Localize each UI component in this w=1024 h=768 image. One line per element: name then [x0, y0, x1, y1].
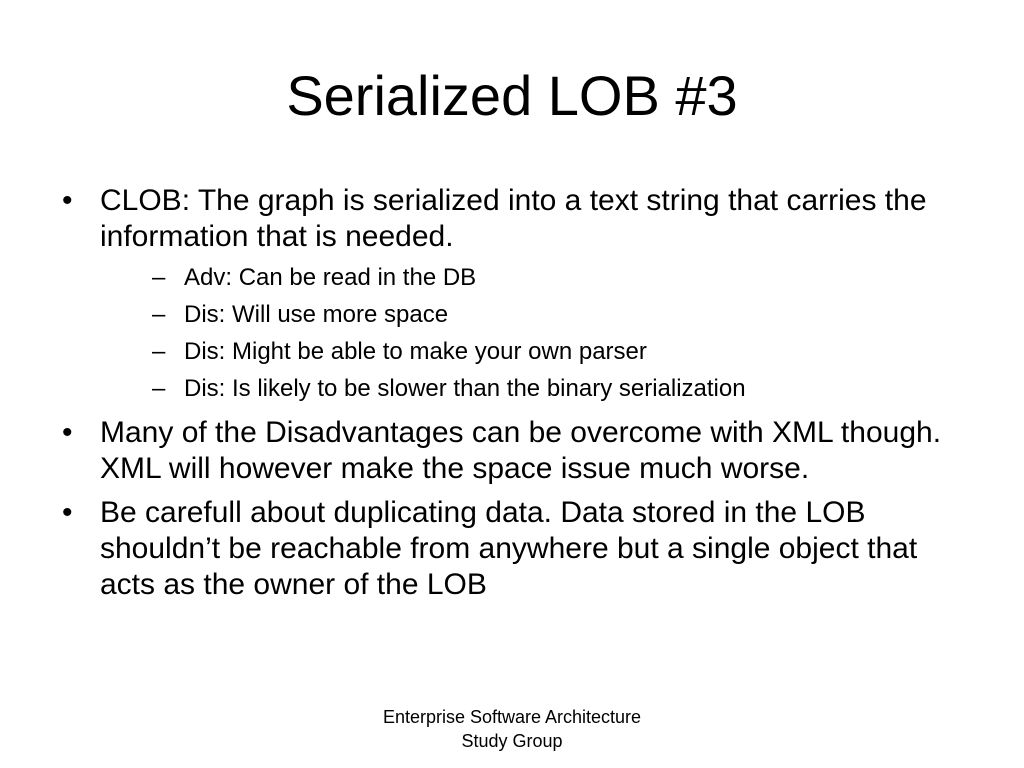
bullet-marker: •: [62, 416, 73, 449]
sub-bullet-list: [100, 259, 962, 407]
bullet-text: CLOB: The graph is serialized into a text string that carries the information that is needed.: [100, 184, 927, 253]
sub-bullet-item: [100, 259, 962, 296]
sub-bullet-text: Adv: Can be read in the DB: [184, 264, 477, 291]
bullet-marker: •: [62, 496, 73, 529]
slide-footer: [342, 705, 682, 753]
bullet-list: [62, 183, 962, 611]
footer-line-1: Enterprise Software Architecture: [382, 707, 642, 727]
sub-bullet-text: Dis: Is likely to be slower than the binary serialization: [184, 375, 746, 402]
bullet-item-xml: [62, 415, 962, 487]
sub-bullet-marker: –: [152, 338, 166, 365]
bullet-text: Many of the Disadvantages can be overcome with XML though. XML will however make the space issue much worse.: [100, 416, 942, 485]
bullet-text: Be carefull about duplicating data. Data stored in the LOB shouldn’t be reachable from anywhere but a single object that acts as the owner of the LOB: [100, 496, 918, 601]
sub-bullet-marker: –: [152, 301, 166, 328]
sub-bullet-marker: –: [152, 375, 166, 402]
bullet-marker: •: [62, 184, 73, 217]
bullet-item-clob: [62, 183, 962, 407]
sub-bullet-item: [100, 370, 962, 407]
slide-title: Serialized LOB #3: [286, 64, 738, 127]
footer-line-2: Study Group: [461, 731, 563, 751]
bullet-item-duplication: [62, 495, 962, 603]
sub-bullet-item: [100, 296, 962, 333]
sub-bullet-item: [100, 333, 962, 370]
sub-bullet-text: Dis: Might be able to make your own parser: [184, 338, 647, 365]
sub-bullet-marker: –: [152, 264, 166, 291]
sub-bullet-text: Dis: Will use more space: [184, 301, 449, 328]
